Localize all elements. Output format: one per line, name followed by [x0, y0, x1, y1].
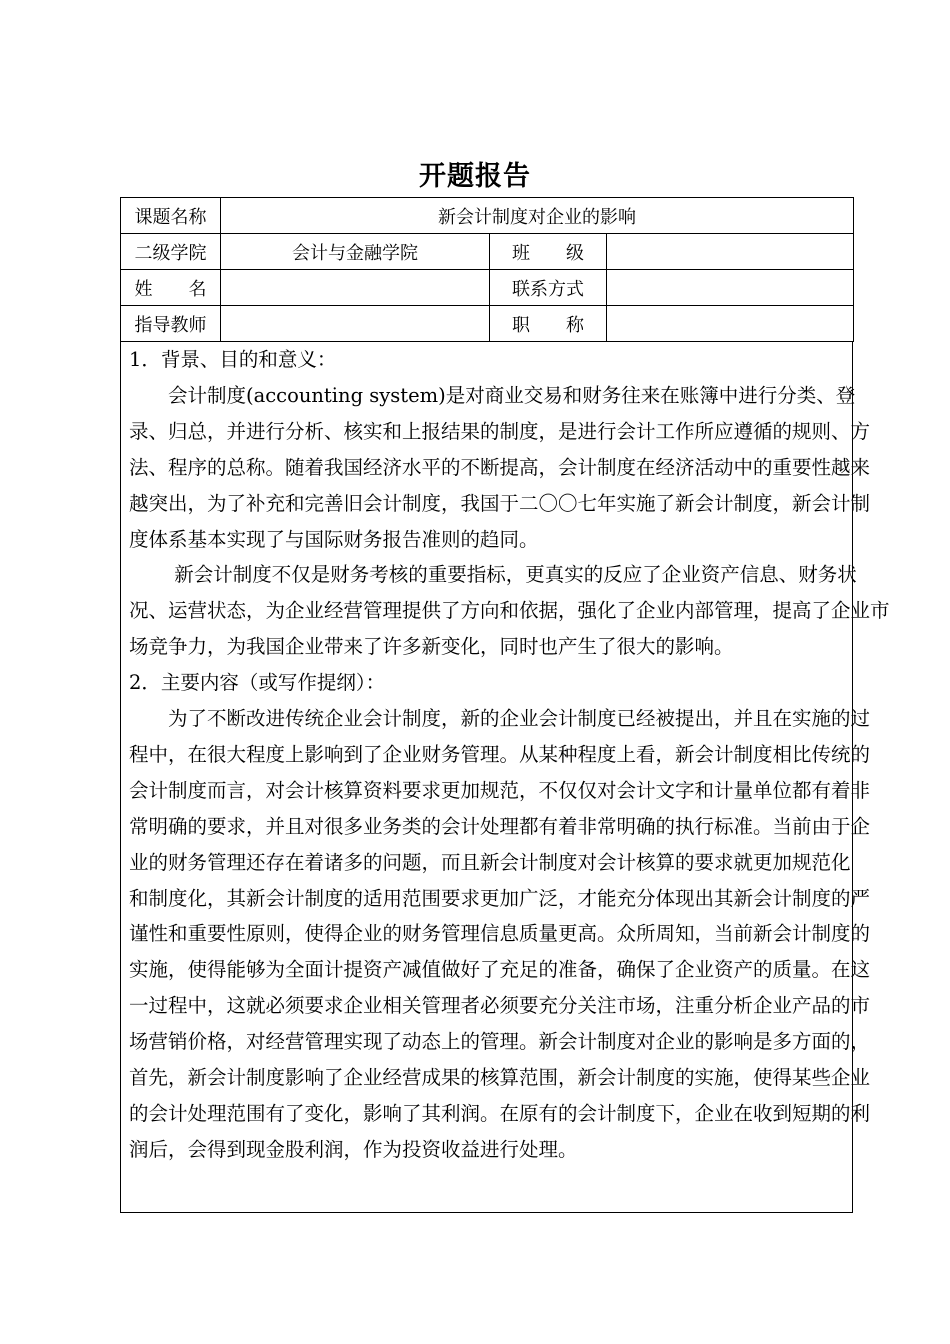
body-line: 会计制度而言，对会计核算资料要求更加规范，不仅仅对会计文字和计量单位都有着非 [129, 778, 871, 802]
body-line: 和制度化，其新会计制度的适用范围要求更加广泛，才能充分体现出其新会计制度的严 [129, 886, 871, 910]
body-line: 程中，在很大程度上影响到了企业财务管理。从某种程度上看，新会计制度相比传统的 [129, 742, 871, 766]
body-line: 况、运营状态，为企业经营管理提供了方向和依据，强化了企业内部管理，提高了企业市 [129, 599, 890, 623]
table-row [121, 198, 854, 234]
body-line: 新会计制度不仅是财务考核的重要指标，更真实的反应了企业资产信息、财务状 [129, 563, 857, 587]
contact-value [607, 270, 854, 306]
info-table [120, 197, 854, 342]
body-line: 场竞争力，为我国企业带来了许多新变化，同时也产生了很大的影响。 [129, 635, 734, 659]
body-line: 场营销价格，对经营管理实现了动态上的管理。新会计制度对企业的影响是多方面的， [129, 1030, 871, 1054]
report-body [120, 342, 890, 1213]
table-row [121, 270, 854, 306]
body-line: 法、程序的总称。随着我国经济水平的不断提高，会计制度在经济活动中的重要性越来 [129, 455, 871, 479]
college-label: 二级学院 [121, 234, 221, 270]
body-line: 首先，新会计制度影响了企业经营成果的核算范围，新会计制度的实施，使得某些企业 [129, 1066, 871, 1089]
page-title: 开题报告 [419, 161, 531, 192]
body-line: 的会计处理范围有了变化，影响了其利润。在原有的会计制度下，企业在收到短期的利 [129, 1101, 871, 1125]
topic-label: 课题名称 [121, 198, 221, 234]
advisor-value [221, 306, 490, 342]
rank-label: 职 称 [490, 306, 607, 342]
body-line: 为了不断改进传统企业会计制度，新的企业会计制度已经被提出，并且在实施的过 [129, 707, 871, 730]
table-row [121, 306, 854, 342]
body-line: 一过程中，这就必须要求企业相关管理者必须要充分关注市场，注重分析企业产品的市 [129, 994, 871, 1018]
name-value [221, 270, 490, 306]
name-label: 姓 名 [121, 270, 221, 306]
class-value [607, 234, 854, 270]
body-line: 谨性和重要性原则，使得企业的财务管理信息质量更高。众所周知，当前新会计制度的 [129, 922, 871, 946]
rank-value [607, 306, 854, 342]
table-row [121, 234, 854, 270]
body-line: 业的财务管理还存在着诸多的问题，而且新会计制度对会计核算的要求就更加规范化 [129, 850, 851, 874]
body-line: 度体系基本实现了与国际财务报告准则的趋同。 [129, 527, 539, 551]
body-line: 越突出，为了补充和完善旧会计制度，我国于二〇〇七年实施了新会计制度，新会计制 [129, 491, 871, 515]
body-line: 常明确的要求，并且对很多业务类的会计处理都有着非常明确的执行标准。当前由于企 [129, 814, 871, 838]
topic-value: 新会计制度对企业的影响 [221, 198, 854, 234]
body-line: 实施，使得能够为全面计提资产减值做好了充足的准备，确保了企业资产的质量。在这 [129, 958, 871, 982]
body-line: 润后，会得到现金股利润，作为投资收益进行处理。 [129, 1137, 578, 1161]
body-line: 2．主要内容（或写作提纲）： [129, 671, 386, 695]
body-line: 会计制度(accounting system)是对商业交易和财务往来在账簿中进行分类、登 [129, 383, 856, 407]
class-label: 班 级 [490, 234, 607, 270]
body-line: 1．背景、目的和意义： [129, 348, 337, 371]
contact-label: 联系方式 [490, 270, 607, 306]
advisor-label: 指导教师 [121, 306, 221, 342]
body-line: 录、归总，并进行分析、核实和上报结果的制度，是进行会计工作所应遵循的规则、方 [129, 419, 871, 443]
college-value: 会计与金融学院 [221, 234, 490, 270]
